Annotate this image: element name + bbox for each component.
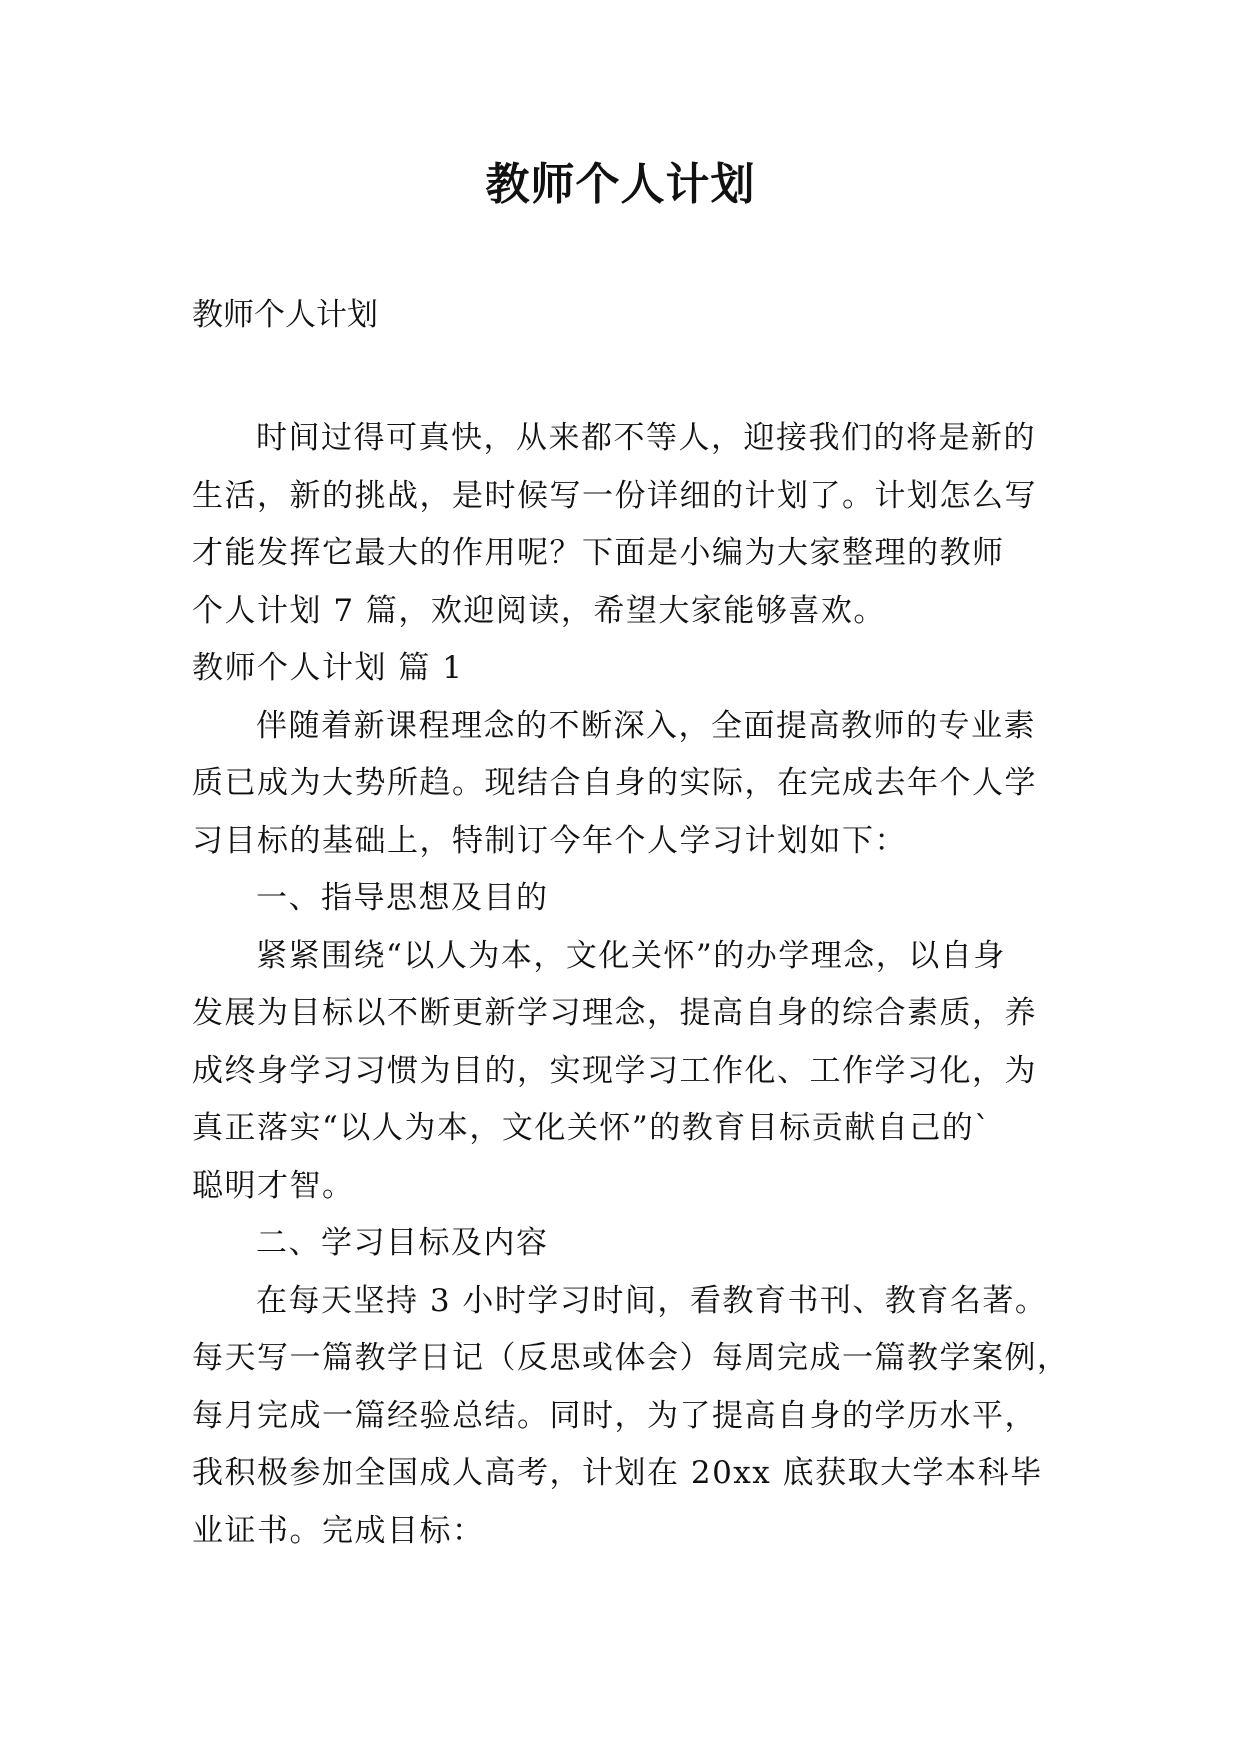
body-line: 聪明才智。 xyxy=(192,1167,355,1204)
document-body xyxy=(192,410,1070,1560)
document-title: 教师个人计划 xyxy=(485,159,756,210)
body-line: 在每天坚持 3 小时学习时间，看教育书刊、教育名著。 xyxy=(256,1282,1048,1319)
subsection-heading: 一、指导思想及目的 xyxy=(256,880,549,916)
body-line: 习目标的基础上，特制订今年个人学习计划如下： xyxy=(192,822,907,859)
body-line: 业证书。完成目标： xyxy=(192,1512,485,1549)
body-line: 我积极参加全国成人高考，计划在 20xx 底获取大学本科毕 xyxy=(192,1455,1043,1491)
subsection-heading: 二、学习目标及内容 xyxy=(256,1225,549,1261)
body-line: 伴随着新课程理念的不断深入，全面提高教师的专业素 xyxy=(256,707,1036,744)
body-line: 个人计划 7 篇，欢迎阅读，希望大家能够喜欢。 xyxy=(192,592,886,629)
section-heading: 教师个人计划 篇 1 xyxy=(192,650,464,686)
body-line: 时间过得可真快，从来都不等人，迎接我们的将是新的 xyxy=(256,420,1036,456)
body-line: 每天写一篇教学日记（反思或体会）每周完成一篇教学案例， xyxy=(192,1340,1070,1376)
body-line: 紧紧围绕“以人为本，文化关怀”的办学理念，以自身 xyxy=(256,937,1006,974)
body-line: 才能发挥它最大的作用呢？下面是小编为大家整理的教师 xyxy=(192,535,1005,571)
body-line: 成终身学习习惯为目的，实现学习工作化、工作学习化，为 xyxy=(192,1052,1037,1089)
body-line: 质已成为大势所趋。现结合自身的实际，在完成去年个人学 xyxy=(192,765,1037,801)
body-line: 生活，新的挑战，是时候写一份详细的计划了。计划怎么写 xyxy=(192,477,1037,514)
body-line: 发展为目标以不断更新学习理念，提高自身的综合素质，养 xyxy=(192,995,1037,1031)
body-line: 每月完成一篇经验总结。同时，为了提高自身的学历水平， xyxy=(192,1397,1037,1434)
body-line: 真正落实“以人为本，文化关怀”的教育目标贡献自己的` xyxy=(192,1110,992,1146)
document-subtitle: 教师个人计划 xyxy=(192,297,378,333)
